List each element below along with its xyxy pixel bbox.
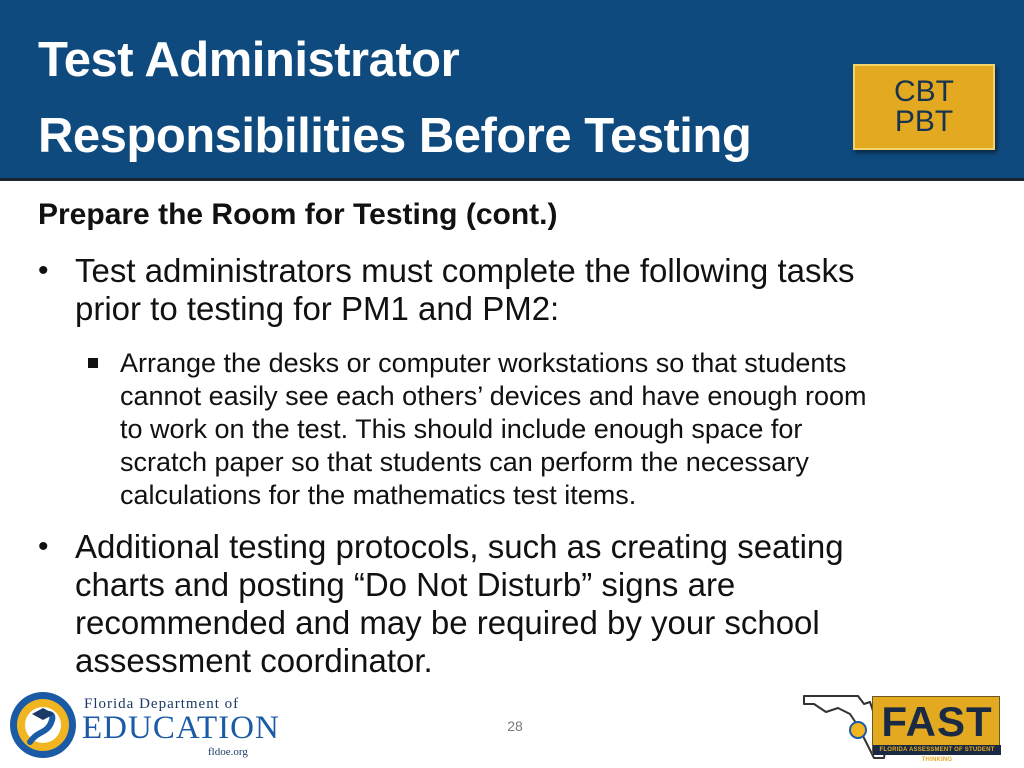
sub-bullet-line-2: cannot easily see each others’ devices and have enough room xyxy=(120,381,867,411)
bullet-1-line-1: Test administrators must complete the following tasks xyxy=(75,252,855,289)
header-divider xyxy=(0,178,1024,181)
square-bullet-icon xyxy=(88,358,98,368)
fldoe-seal-icon xyxy=(8,690,78,760)
sub-bullet-line-3: to work on the test. This should include enough space for xyxy=(120,414,803,444)
cbt-pbt-badge xyxy=(853,64,995,150)
bullet-dot-icon: • xyxy=(38,530,49,563)
sub-bullet-text xyxy=(120,347,980,512)
fldoe-logo-line-2: EDUCATION xyxy=(82,710,280,746)
fast-tagline: FLORIDA ASSESSMENT OF STUDENT THINKING xyxy=(873,745,1001,755)
bullet-text xyxy=(75,528,975,680)
slide-title xyxy=(38,22,751,174)
sub-bullet-line-4: scratch paper so that students can perform the necessary xyxy=(120,447,809,477)
slide-title-line-1: Test Administrator xyxy=(38,33,460,87)
sub-bullet-line-5: calculations for the mathematics test items. xyxy=(120,480,637,510)
title-banner xyxy=(0,0,1024,178)
fldoe-logo-line-1: Florida Department of xyxy=(84,696,240,712)
badge-line-pbt: PBT xyxy=(894,105,954,138)
bullet-2-line-2: charts and posting “Do Not Disturb” signs are xyxy=(75,566,736,603)
bullet-1-line-2: prior to testing for PM1 and PM2: xyxy=(75,290,560,327)
badge-line-cbt: CBT xyxy=(894,75,954,108)
section-subheading: Prepare the Room for Testing (cont.) xyxy=(38,198,558,231)
fldoe-logo-url: fldoe.org xyxy=(208,746,248,758)
slide-title-line-2: Responsibilities Before Testing xyxy=(38,109,752,163)
bullet-dot-icon: • xyxy=(38,254,49,287)
bullet-2-line-1: Additional testing protocols, such as creating seating xyxy=(75,528,844,565)
fast-wordmark: FAST xyxy=(881,698,993,745)
fast-logo xyxy=(800,690,1005,762)
sub-bullet-line-1: Arrange the desks or computer workstations so that students xyxy=(120,348,847,378)
bullet-text xyxy=(75,252,975,328)
bullet-2-line-3: recommended and may be required by your school xyxy=(75,604,820,641)
fldoe-logo xyxy=(8,690,278,762)
fast-badge xyxy=(872,696,1000,763)
page-number: 28 xyxy=(507,718,523,734)
bullet-2-line-4: assessment coordinator. xyxy=(75,642,433,679)
